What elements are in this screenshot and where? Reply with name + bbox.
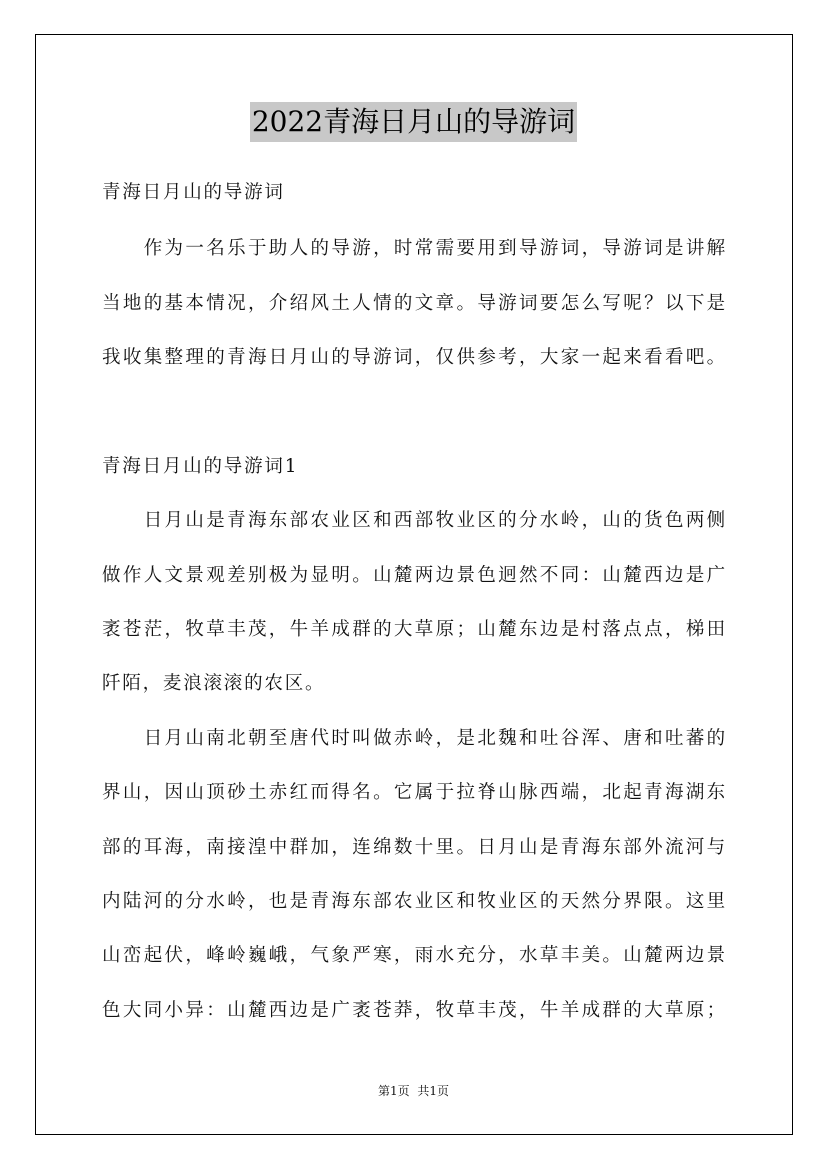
paragraph-line: 袤苍茫，牧草丰茂，牛羊成群的大草原；山麓东边是村落点点，梯田 [102, 619, 727, 640]
page-number: 第1页 [377, 1084, 410, 1098]
paragraph-line: 色大同小异：山麓西边是广袤苍莽，牧草丰茂，牛羊成群的大草原； [102, 1000, 727, 1021]
section-heading: 青海日月山的导游词 [102, 182, 285, 203]
page-total: 共1页 [417, 1084, 450, 1098]
paragraph-line: 我收集整理的青海日月山的导游词，仅供参考，大家一起来看看吧。 [102, 347, 727, 368]
paragraph-line: 部的耳海，南接湟中群加，连绵数十里。日月山是青海东部外流河与 [102, 837, 727, 858]
paragraph-line: 做作人文景观差别极为显明。山麓两边景色迥然不同：山麓西边是广 [102, 565, 727, 586]
paragraph-line: 作为一名乐于助人的导游，时常需要用到导游词，导游词是讲解 [102, 238, 727, 259]
paragraph-line: 内陆河的分水岭，也是青海东部农业区和牧业区的天然分界限。这里 [102, 891, 727, 912]
section-heading: 青海日月山的导游词1 [102, 456, 299, 477]
paragraph-line: 日月山是青海东部农业区和西部牧业区的分水岭，山的货色两侧 [102, 510, 727, 531]
page-footer [0, 1083, 827, 1099]
document-title: 2022青海日月山的导游词 [250, 102, 577, 142]
paragraph-line: 当地的基本情况，介绍风土人情的文章。导游词要怎么写呢？以下是 [102, 293, 727, 314]
title-container [0, 102, 827, 142]
paragraph-line: 山峦起伏，峰岭巍峨，气象严寒，雨水充分，水草丰美。山麓两边景 [102, 945, 727, 966]
paragraph-line: 界山，因山顶砂土赤红而得名。它属于拉脊山脉西端，北起青海湖东 [102, 782, 727, 803]
paragraph-line: 阡陌，麦浪滚滚的农区。 [102, 673, 326, 694]
paragraph-line: 日月山南北朝至唐代时叫做赤岭，是北魏和吐谷浑、唐和吐蕃的 [102, 728, 727, 749]
